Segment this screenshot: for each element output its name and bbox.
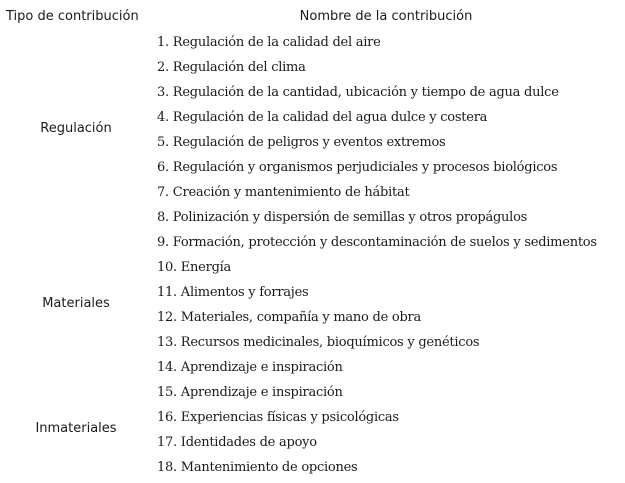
list-item: 2. Regulación del clima bbox=[157, 60, 306, 75]
column-header-name: Nombre de la contribución bbox=[299, 9, 473, 24]
list-item: 18. Mantenimiento de opciones bbox=[157, 460, 358, 475]
list-item: 1. Regulación de la calidad del aire bbox=[157, 35, 381, 50]
list-item: 10. Energía bbox=[157, 260, 232, 275]
list-item: 4. Regulación de la calidad del agua dulce y costera bbox=[157, 110, 488, 125]
list-item: 16. Experiencias físicas y psicológicas bbox=[157, 410, 399, 425]
list-item: 7. Creación y mantenimiento de hábitat bbox=[157, 185, 410, 200]
list-item: 3. Regulación de la cantidad, ubicación y tiempo de agua dulce bbox=[157, 85, 559, 100]
list-item: 11. Alimentos y forrajes bbox=[157, 285, 309, 300]
contribution-list bbox=[157, 33, 621, 483]
list-item: 15. Aprendizaje e inspiración bbox=[157, 385, 343, 400]
group-label-inmateriales: Inmateriales bbox=[35, 421, 117, 436]
list-item: 8. Polinización y dispersión de semillas y otros propágulos bbox=[157, 210, 528, 225]
list-item: 5. Regulación de peligros y eventos extremos bbox=[157, 135, 446, 150]
list-item: 6. Regulación y organismos perjudiciales y procesos biológicos bbox=[157, 160, 558, 175]
list-item: 17. Identidades de apoyo bbox=[157, 435, 317, 450]
group-label-regulacion: Regulación bbox=[40, 121, 112, 136]
list-item: 13. Recursos medicinales, bioquímicos y genéticos bbox=[157, 335, 480, 350]
list-item: 9. Formación, protección y descontaminación de suelos y sedimentos bbox=[157, 235, 597, 250]
column-header-type: Tipo de contribución bbox=[6, 9, 139, 24]
group-label-materiales: Materiales bbox=[42, 296, 110, 311]
list-item: 14. Aprendizaje e inspiración bbox=[157, 360, 343, 375]
list-item: 12. Materiales, compañía y mano de obra bbox=[157, 310, 422, 325]
